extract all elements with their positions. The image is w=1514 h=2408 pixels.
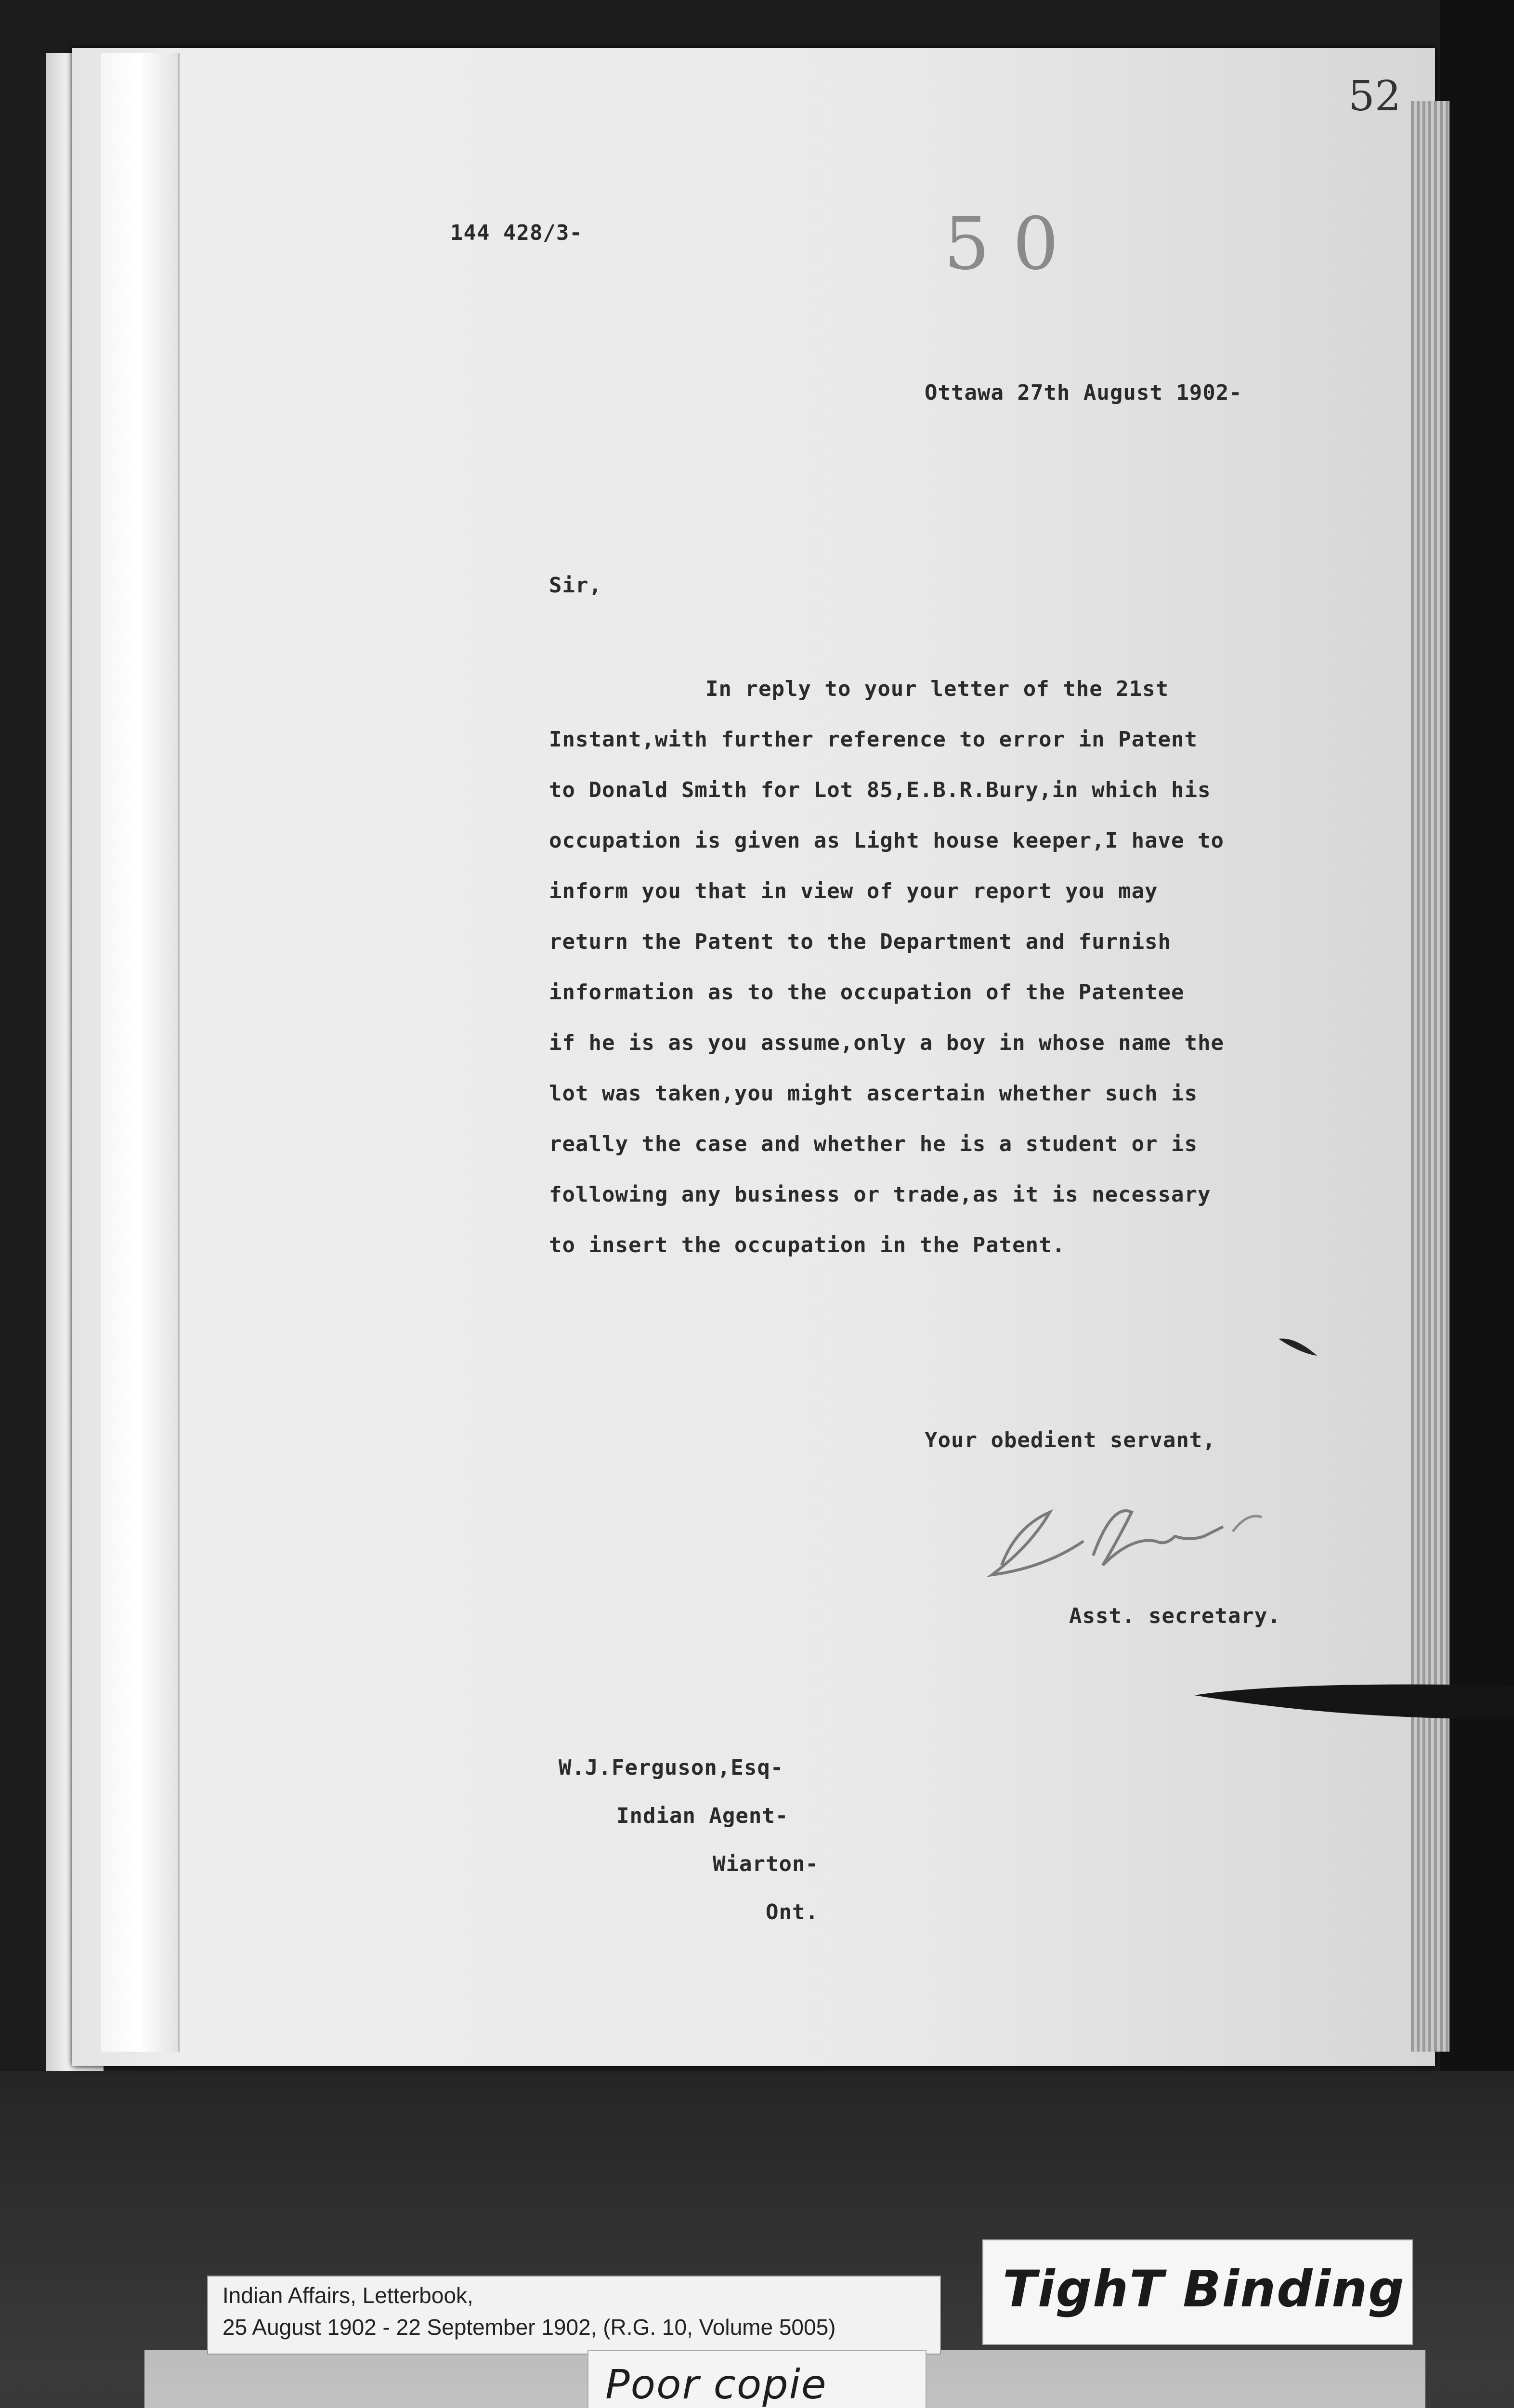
body-line: information as to the occupation of the Patentee <box>549 980 1185 1005</box>
book-page-edges <box>1411 101 1449 2052</box>
book-gutter <box>101 53 180 2052</box>
page-number: 52 <box>1348 72 1401 120</box>
body-line: to Donald Smith for Lot 85,E.B.R.Bury,in which his <box>549 778 1211 802</box>
body-line: lot was taken,you might ascertain whether such is <box>549 1081 1198 1106</box>
addressee-province: Ont. <box>766 1900 819 1924</box>
body-line: return the Patent to the Department and furnish <box>549 929 1172 954</box>
page-clip-pointer <box>1194 1676 1514 1729</box>
body-line: Instant,with further reference to error in Patent <box>549 727 1198 752</box>
addressee-name: W.J.Ferguson,Esq- <box>559 1755 784 1780</box>
body-line: to insert the occupation in the Patent. <box>549 1233 1066 1257</box>
reference-line-2: 25 August 1902 - 22 September 1902, (R.G. 10, Volume 5005) <box>222 2315 836 2340</box>
binding-note: TighT Binding <box>1003 2260 1405 2318</box>
salutation: Sir, <box>549 573 602 598</box>
closing: Your obedient servant, <box>925 1428 1216 1453</box>
body-line: occupation is given as Light house keeper,I have to <box>549 828 1225 853</box>
addressee-town: Wiarton- <box>713 1852 819 1876</box>
body-line: following any business or trade,as it is necessary <box>549 1182 1211 1207</box>
body-line: if he is as you assume,only a boy in whose name the <box>549 1031 1225 1055</box>
reference-line-1: Indian Affairs, Letterbook, <box>222 2283 473 2308</box>
file-reference: 144 428/3- <box>450 221 583 245</box>
scanner-edge <box>1440 0 1514 2071</box>
signature <box>973 1483 1319 1589</box>
archive-reference-label <box>207 2276 941 2355</box>
poor-copy-tag <box>587 2350 927 2408</box>
date-line: Ottawa 27th August 1902- <box>925 380 1242 405</box>
signature-title: Asst. secretary. <box>1069 1604 1281 1628</box>
poor-copy-note: Poor copie <box>605 2361 827 2408</box>
body-line: In reply to your letter of the 21st <box>705 677 1169 701</box>
handwritten-number: 5 0 <box>944 202 1059 286</box>
body-line: inform you that in view of your report you may <box>549 879 1158 903</box>
binding-note-tag <box>982 2239 1413 2345</box>
body-line: really the case and whether he is a student or is <box>549 1132 1198 1156</box>
addressee-title: Indian Agent- <box>616 1804 789 1828</box>
ink-smudge <box>1276 1334 1319 1363</box>
